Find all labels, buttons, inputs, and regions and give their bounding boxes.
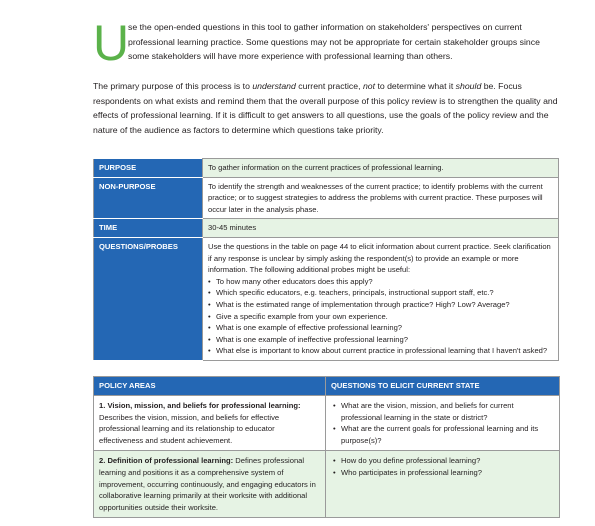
purpose-table <box>93 158 559 361</box>
para2-em-not: not <box>362 81 376 91</box>
questions-header: QUESTIONS TO ELICIT CURRENT STATE <box>326 377 560 396</box>
policy-area-title: 2. Definition of professional learning: <box>99 456 234 466</box>
policy-question: • Who participates in professional learning? <box>341 467 554 479</box>
time-value: 30-45 minutes <box>203 219 559 238</box>
policy-row <box>94 451 560 518</box>
purpose-paragraph <box>93 79 563 137</box>
policy-header-row <box>94 377 560 396</box>
policy-question: • What are the vision, mission, and beliefs for current professional learning in the state or district? <box>341 400 554 423</box>
policy-table <box>93 376 560 518</box>
probe-item: • What is one example of ineffective professional learning? <box>216 334 553 346</box>
policy-questions-list <box>331 455 554 478</box>
policy-areas-header: POLICY AREAS <box>94 377 326 396</box>
probe-item: • What is one example of effective professional learning? <box>216 322 553 334</box>
para2-text-2: current practice, <box>295 81 363 91</box>
nonpurpose-value: To identify the strength and weaknesses of the current practice; to identify problems with the current practice; or to suggest strategies to address the problems with current practice. These purposes will occur later in the analysis phase. <box>203 177 559 219</box>
probe-item: • What is the estimated range of implementation through practice? High? Low? Average? <box>216 299 553 311</box>
questions-intro: Use the questions in the table on page 44 to elicit information about current practice. Seek clarification if any response is unclear by simply asking the respondent(s) to provide an example or more information. The following additional probes might be useful: <box>208 241 551 275</box>
policy-area-desc: Describes the vision, mission, and beliefs for effective professional learning and its relationship to educator effectiveness and student achievement. <box>99 412 280 445</box>
probes-list <box>208 276 553 357</box>
para2-em-should: should <box>455 81 482 91</box>
policy-area-cell <box>94 396 326 451</box>
para2-text-1: The primary purpose of this process is to <box>93 81 253 91</box>
policy-row <box>94 396 560 451</box>
purpose-label: PURPOSE <box>94 159 203 178</box>
policy-area-desc: Defines professional learning and positions it as a comprehensive system of improvement, occurring continuously, and engaging educators in collaborative learning primarily at their worksite with additional opportunities outside their worksite. <box>99 456 316 512</box>
policy-questions-cell <box>326 451 560 518</box>
probe-item: • Give a specific example from your own experience. <box>216 311 553 323</box>
intro-text: se the open-ended questions in this tool to gather information on stakeholders' perspectives on current professional learning practice. Some questions may not be appropriate for certain stakeholder groups since some stakeholders will have more experience with professional learning than others. <box>128 22 540 61</box>
nonpurpose-row <box>94 177 559 219</box>
time-label: TIME <box>94 219 203 238</box>
questions-label: QUESTIONS/PROBES <box>94 237 203 360</box>
probe-item: • To how many other educators does this apply? <box>216 276 553 288</box>
probe-item: • What else is important to know about current practice in professional learning that I haven't asked? <box>216 345 553 357</box>
policy-question: • How do you define professional learning? <box>341 455 554 467</box>
purpose-row <box>94 159 559 178</box>
purpose-value: To gather information on the current practices of professional learning. <box>203 159 559 178</box>
drop-cap: U <box>93 15 130 71</box>
para2-text-3: to determine what it <box>375 81 456 91</box>
policy-question: • What are the current goals for professional learning and its purpose(s)? <box>341 423 554 446</box>
questions-value <box>203 237 559 360</box>
time-row <box>94 219 559 238</box>
intro-paragraph <box>93 15 563 71</box>
policy-area-cell <box>94 451 326 518</box>
probe-item: • Which specific educators, e.g. teachers, principals, instructional support staff, etc.? <box>216 287 553 299</box>
para2-text-4: be. Focus respondents on what exists and remind them that the overall purpose of this policy review is to strengthen the quality and effects of professional learning. If it is difficult to get answers to all questions, use the goals of the policy review and the nature of the audience as factors to determine which questions take priority. <box>93 81 558 135</box>
policy-questions-list <box>331 400 554 446</box>
questions-row <box>94 237 559 360</box>
policy-questions-cell <box>326 396 560 451</box>
nonpurpose-label: NON-PURPOSE <box>94 177 203 219</box>
para2-em-understand: understand <box>252 81 296 91</box>
policy-area-title: 1. Vision, mission, and beliefs for professional learning: <box>99 401 301 410</box>
